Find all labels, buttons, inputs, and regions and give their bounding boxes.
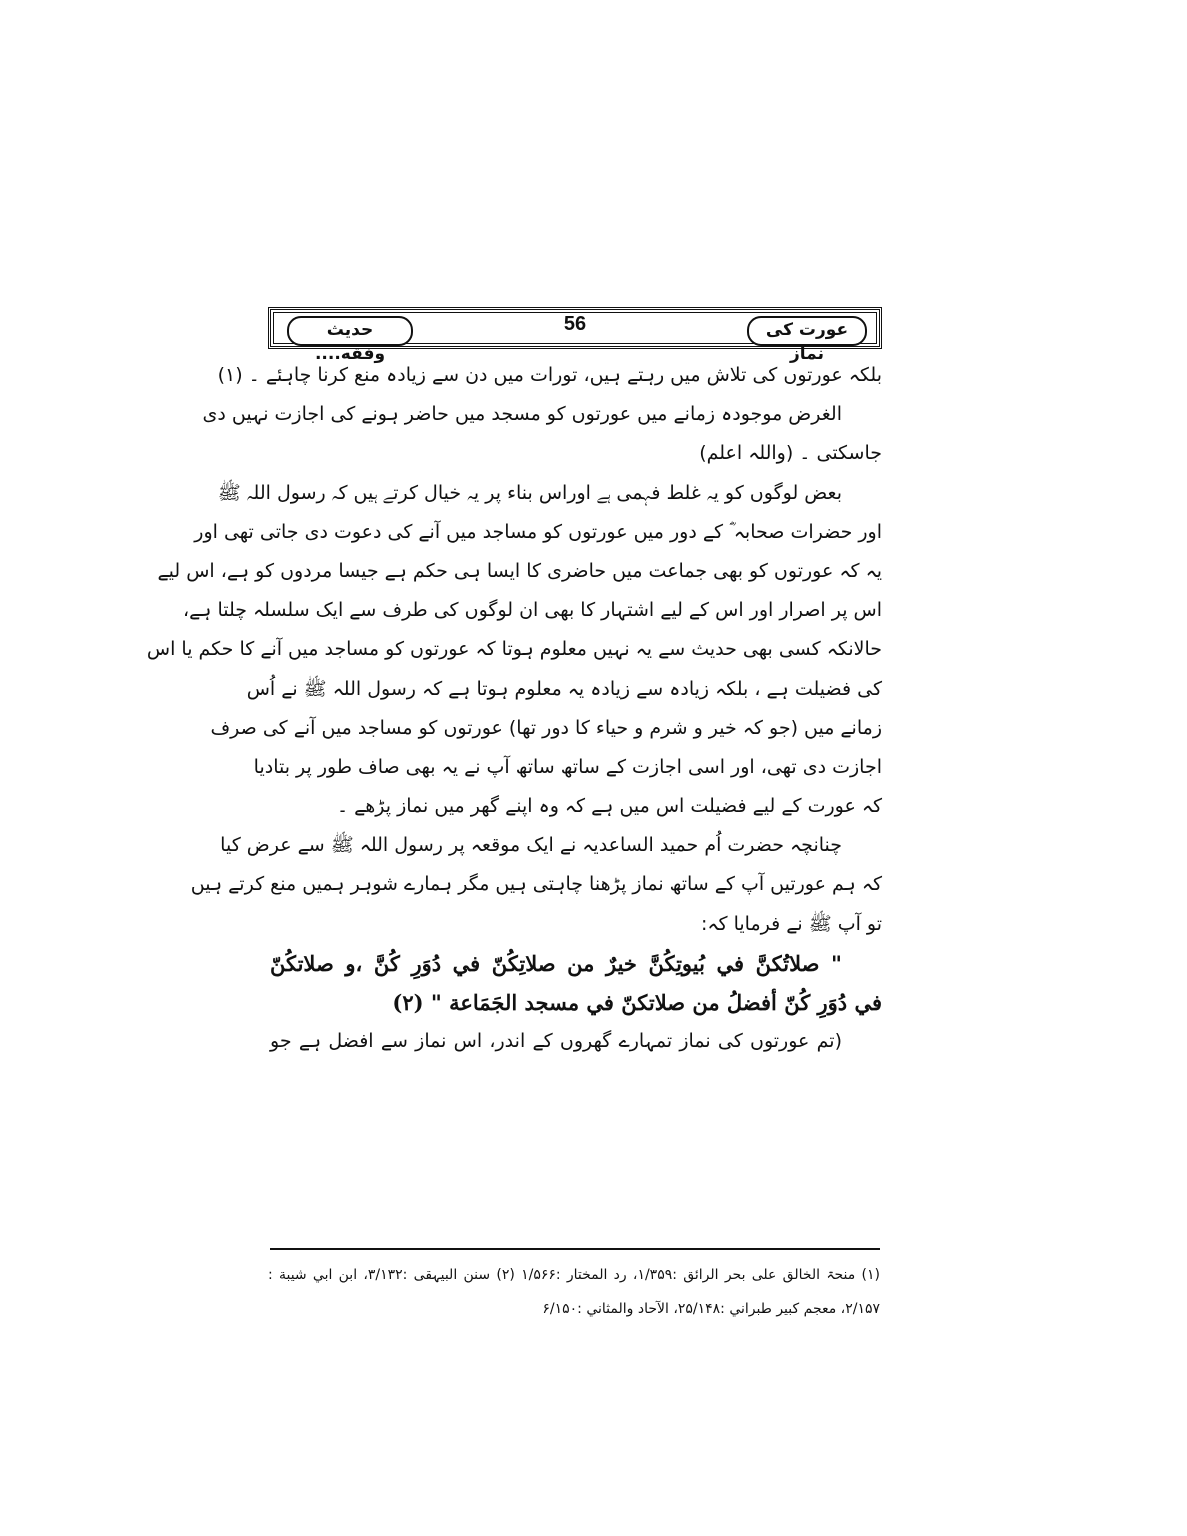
text-line: یہ کہ عورتوں کو بھی جماعت میں حاضری کا ایسا ہی حکم ہے جیسا مردوں کو ہے، اس لیے [157, 559, 882, 582]
text-line: کہ عورت کے لیے فضیلت اس میں ہے کہ وہ اپنے گھر میں نماز پڑھے ۔ [336, 795, 882, 818]
main-text [146, 356, 882, 1061]
text-line: اور حضرات صحابہ ؓ کے دور میں عورتوں کو مساجد میں آنے کی دعوت دی جاتی تھی اور [194, 520, 882, 543]
page-header [268, 307, 882, 364]
text-line: (تم عورتوں کی نماز تمہارے گھروں کے اندر، اس نماز سے افضل ہے جو [270, 1030, 842, 1053]
page-number: 56 [563, 313, 587, 335]
hadith-text-line: في دُوَرِ كُنّ أفضلُ من صلاتكنّ في مسجد الجَمَاعة " (۲) [392, 990, 882, 1015]
text-line: کہ ہم عورتیں آپ کے ساتھ نماز پڑھنا چاہتی ہیں مگر ہمارے شوہر ہمیں منع کرتے ہیں [190, 873, 882, 896]
text-line: بلکہ عورتوں کی تلاش میں رہتے ہیں، تورات میں دن سے زیادہ منع کرنا چاہئے ۔ (۱) [217, 364, 882, 386]
text-line: چنانچہ حضرت اُم حمید الساعدیہ نے ایک موقعہ پر رسول اللہ ﷺ سے عرض کیا [220, 834, 842, 857]
footnote-divider [270, 1248, 880, 1250]
footnote-line: (۱) منحۃ الخالق علی بحر الرائق :۱/۳۵۹، رد المختار :۱/۵۶۶ (۲) سنن البیہقی :۳/۱۳۲، ابن ابي شيبة : [268, 1267, 881, 1283]
text-line: حالانکہ کسی بھی حدیث سے یہ نہیں معلوم ہوتا کہ عورتوں کو مساجد میں آنے کا حکم یا اس [146, 638, 882, 661]
text-line: تو آپ ﷺ نے فرمایا کہ: [700, 912, 882, 935]
text-line: زمانے میں (جو کہ خیر و شرم و حیاء کا دور تھا) عورتوں کو مساجد میں آنے کی صرف [210, 716, 882, 739]
text-line: الغرض موجودہ زمانے میں عورتوں کو مسجد میں حاضر ہونے کی اجازت نہیں دی [202, 403, 842, 426]
text-line: اس پر اصرار اور اس کے لیے اشتہار کا بھی ان لوگوں کی طرف سے ایک سلسلہ چلتا ہے، [183, 599, 882, 622]
book-title-badge: عورت کی نماز [747, 316, 867, 346]
text-line: جاسکتی ۔ (واللہ اعلم) [699, 442, 882, 465]
section-title-badge: حدیث وفقه.... [287, 316, 413, 346]
text-line: بعض لوگوں کو یہ غلط فہمی ہے اوراس بناء پر یہ خیال کرتے ہیں کہ رسول اللہ ﷺ [217, 481, 842, 504]
text-line: اجازت دی تھی، اور اسی اجازت کے ساتھ ساتھ آپ نے یہ بھی صاف طور پر بتادیا [253, 755, 882, 778]
text-line: کی فضیلت ہے ، بلکہ زیادہ سے زیادہ یہ معلوم ہوتا ہے کہ رسول اللہ ﷺ نے اُس [246, 677, 882, 700]
footnote-line: ۲/۱۵۷، معجم کبیر طبراني :۲۵/۱۴۸، الآحاد والمثاني :۶/۱۵۰ [542, 1301, 880, 1317]
footnotes [268, 1258, 880, 1326]
hadith-text-line: " صلاتُكنَّ في بُيوتِكُنَّ خيرٌ من صلاتِكُنّ في دُوَرِ كُنَّ ،و صلاتكُنّ [270, 950, 842, 976]
